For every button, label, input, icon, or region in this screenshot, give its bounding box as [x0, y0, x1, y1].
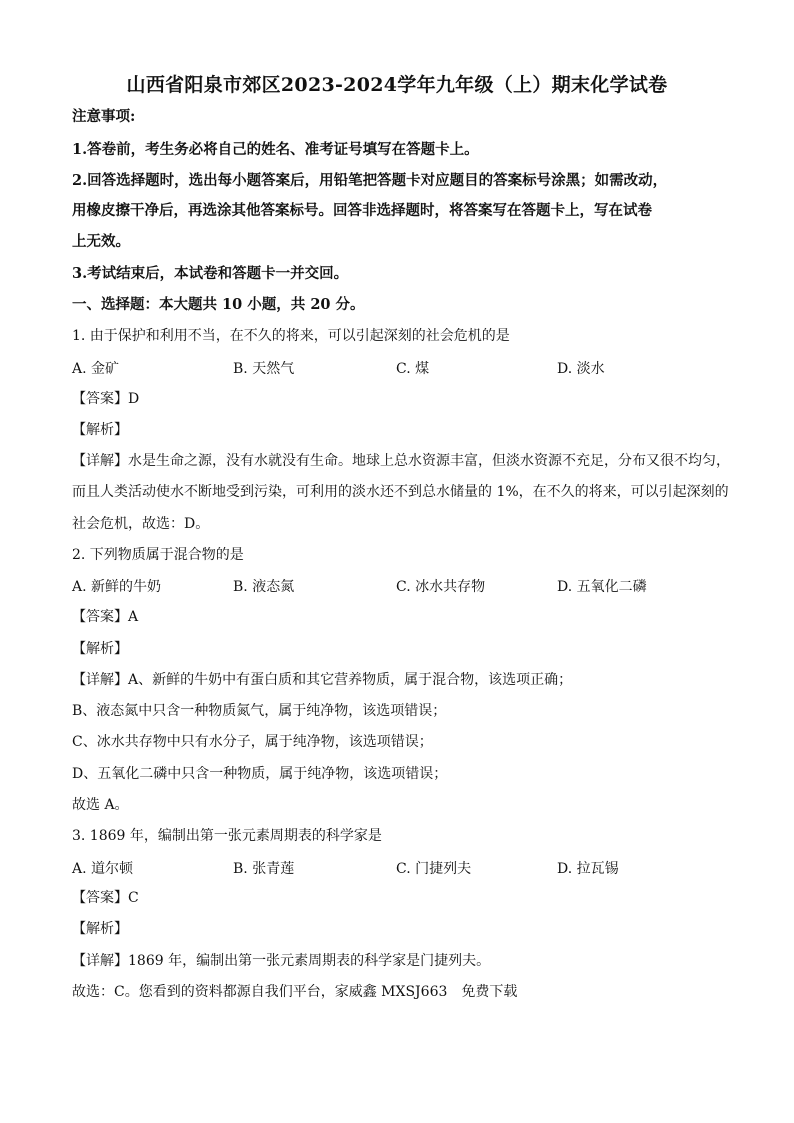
analysis-label: 【解析】	[72, 641, 128, 657]
question-stem: 1. 由于保护和利用不当，在不久的将来，可以引起深刻的社会危机的是	[72, 328, 510, 344]
detail-line: 社会危机，故选：D。	[72, 516, 210, 532]
analysis-label: 【解析】	[72, 422, 128, 438]
detail-line: 故选：C。您看到的资料都源自我们平台，家威鑫 MXSJ663 免费下载	[72, 984, 518, 1000]
detail-line: 【详解】1869 年，编制出第一张元素周期表的科学家是门捷列夫。	[72, 953, 491, 969]
page-title: 山西省阳泉市郊区2023-2024学年九年级（上）期末化学试卷	[126, 74, 668, 96]
question-stem: 2. 下列物质属于混合物的是	[72, 547, 244, 563]
option-a: A. 新鲜的牛奶	[72, 579, 162, 595]
detail-line: 【详解】水是生命之源，没有水就没有生命。地球上总水资源丰富，但淡水资源不充足，分布又很不均匀，	[72, 453, 730, 469]
detail-line: B、液态氮中只含一种物质氮气，属于纯净物，该选项错误；	[72, 703, 447, 719]
option-c: C. 煤	[396, 361, 430, 377]
analysis-label: 【解析】	[72, 921, 128, 937]
section-heading: 一、选择题：本大题共 10 小题，共 20 分。	[72, 296, 365, 313]
option-c: C. 冰水共存物	[396, 579, 486, 595]
option-b: B. 天然气	[233, 361, 295, 377]
option-a: A. 金矿	[72, 361, 120, 377]
option-c: C. 门捷列夫	[396, 861, 472, 877]
notice-item: 2.回答选择题时，选出每小题答案后，用铅笔把答题卡对应题目的答案标号涂黑；如需改动，	[72, 172, 668, 189]
detail-line: C、冰水共存物中只有水分子，属于纯净物，该选项错误；	[72, 734, 433, 750]
answer-line: 【答案】A	[72, 609, 139, 625]
detail-line: D、五氧化二磷中只含一种物质，属于纯净物，该选项错误；	[72, 766, 448, 782]
detail-line: 故选 A。	[72, 797, 129, 813]
answer-line: 【答案】D	[72, 391, 140, 407]
notice-item: 1.答卷前，考生务必将自己的姓名、准考证号填写在答题卡上。	[72, 141, 479, 158]
answer-line: 【答案】C	[72, 890, 139, 906]
option-d: D. 五氧化二磷	[557, 579, 647, 595]
notice-heading: 注意事项:	[72, 108, 136, 125]
notice-item: 用橡皮擦干净后，再选涂其他答案标号。回答非选择题时，将答案写在答题卡上，写在试卷	[72, 202, 652, 219]
detail-line: 【详解】A、新鲜的牛奶中有蛋白质和其它营养物质，属于混合物，该选项正确；	[72, 672, 573, 688]
question-stem: 3. 1869 年，编制出第一张元素周期表的科学家是	[72, 828, 382, 844]
option-d: D. 淡水	[557, 361, 605, 377]
option-b: B. 张青莲	[233, 861, 295, 877]
option-a: A. 道尔顿	[72, 861, 134, 877]
notice-item: 3.考试结束后，本试卷和答题卡一并交回。	[72, 265, 349, 282]
notice-item: 上无效。	[72, 233, 130, 250]
option-b: B. 液态氮	[233, 579, 295, 595]
detail-line: 而且人类活动使水不断地受到污染，可利用的淡水还不到总水储量的 1%，在不久的将来，可以引起深刻的	[72, 484, 729, 500]
option-d: D. 拉瓦锡	[557, 861, 619, 877]
